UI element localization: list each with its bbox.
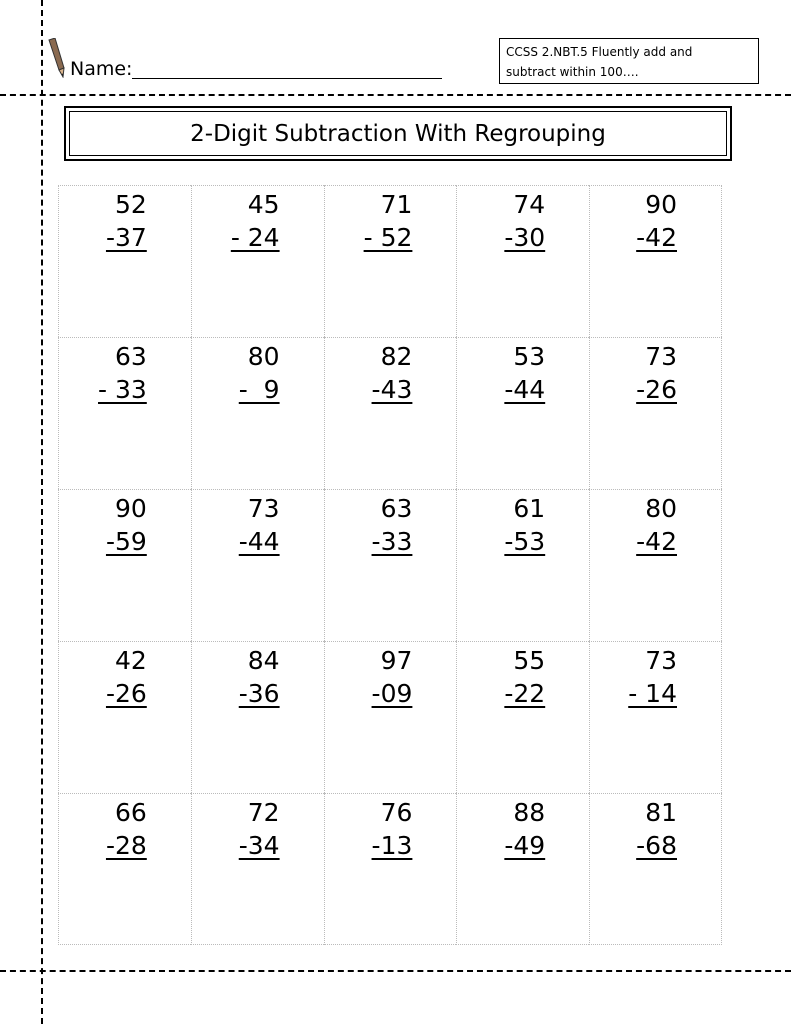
subtrahend: -26 bbox=[105, 679, 147, 708]
subtraction-problem bbox=[504, 644, 545, 710]
minuend: 72 bbox=[247, 798, 280, 827]
problem-cell bbox=[324, 337, 457, 489]
subtraction-problem bbox=[231, 188, 280, 254]
problem-cell bbox=[589, 185, 722, 337]
problem-grid bbox=[58, 185, 722, 945]
problem-cell bbox=[58, 793, 191, 945]
problem-cell bbox=[191, 185, 324, 337]
subtrahend: - 9 bbox=[238, 375, 280, 404]
subtraction-problem bbox=[636, 492, 677, 558]
standard-box bbox=[499, 38, 759, 84]
minuend: 52 bbox=[114, 190, 147, 219]
subtrahend: - 52 bbox=[363, 223, 413, 252]
minuend: 63 bbox=[380, 494, 413, 523]
subtraction-problem bbox=[239, 340, 280, 406]
subtrahend: -34 bbox=[238, 831, 280, 860]
subtraction-problem bbox=[372, 492, 413, 558]
subtraction-problem bbox=[372, 340, 413, 406]
subtraction-problem bbox=[504, 796, 545, 862]
cut-line-vertical bbox=[41, 0, 43, 1024]
problem-cell bbox=[58, 337, 191, 489]
minuend: 66 bbox=[114, 798, 147, 827]
minuend: 71 bbox=[380, 190, 413, 219]
minuend: 73 bbox=[247, 494, 280, 523]
minuend: 61 bbox=[513, 494, 546, 523]
problem-cell bbox=[456, 793, 589, 945]
problem-cell bbox=[589, 337, 722, 489]
subtraction-problem bbox=[636, 340, 677, 406]
name-field[interactable] bbox=[132, 78, 442, 79]
problem-cell bbox=[58, 489, 191, 641]
minuend: 84 bbox=[247, 646, 280, 675]
pencil-icon bbox=[46, 38, 66, 78]
subtrahend: -44 bbox=[504, 375, 546, 404]
problem-cell bbox=[324, 641, 457, 793]
subtrahend: -33 bbox=[371, 527, 413, 556]
problem-cell bbox=[58, 641, 191, 793]
problem-cell bbox=[324, 185, 457, 337]
subtrahend: -30 bbox=[504, 223, 546, 252]
problem-cell bbox=[456, 641, 589, 793]
subtrahend: -43 bbox=[371, 375, 413, 404]
subtrahend: -68 bbox=[636, 831, 677, 860]
problem-cell bbox=[191, 489, 324, 641]
problem-cell bbox=[456, 337, 589, 489]
subtrahend: -13 bbox=[371, 831, 413, 860]
subtraction-problem bbox=[364, 188, 413, 254]
minuend: 53 bbox=[513, 342, 546, 371]
name-label: Name: bbox=[70, 58, 133, 80]
minuend: 82 bbox=[380, 342, 413, 371]
subtrahend: - 14 bbox=[628, 679, 677, 708]
problem-cell bbox=[589, 489, 722, 641]
subtraction-problem bbox=[504, 492, 545, 558]
minuend: 73 bbox=[645, 646, 677, 675]
subtrahend: - 33 bbox=[98, 375, 147, 404]
problem-cell bbox=[191, 641, 324, 793]
minuend: 42 bbox=[114, 646, 147, 675]
subtrahend: -22 bbox=[504, 679, 546, 708]
subtraction-problem bbox=[636, 188, 677, 254]
problem-cell bbox=[589, 793, 722, 945]
subtrahend: -26 bbox=[636, 375, 677, 404]
subtraction-problem bbox=[98, 340, 147, 406]
minuend: 45 bbox=[247, 190, 280, 219]
minuend: 90 bbox=[645, 190, 677, 219]
subtraction-problem bbox=[106, 796, 147, 862]
subtrahend: -42 bbox=[636, 223, 677, 252]
subtraction-problem bbox=[106, 492, 147, 558]
cut-line-top bbox=[0, 94, 791, 96]
standard-line-1: CCSS 2.NBT.5 Fluently add and bbox=[506, 45, 693, 59]
minuend: 76 bbox=[380, 798, 413, 827]
subtrahend: -28 bbox=[105, 831, 147, 860]
minuend: 81 bbox=[645, 798, 677, 827]
subtrahend: -59 bbox=[105, 527, 147, 556]
subtraction-problem bbox=[239, 492, 280, 558]
subtraction-problem bbox=[239, 796, 280, 862]
subtraction-problem bbox=[504, 188, 545, 254]
minuend: 80 bbox=[645, 494, 677, 523]
title-box bbox=[64, 106, 732, 161]
minuend: 63 bbox=[114, 342, 147, 371]
problem-cell bbox=[191, 337, 324, 489]
subtrahend: - 24 bbox=[230, 223, 280, 252]
minuend: 55 bbox=[513, 646, 546, 675]
minuend: 97 bbox=[380, 646, 413, 675]
problem-cell bbox=[456, 185, 589, 337]
minuend: 90 bbox=[114, 494, 147, 523]
problem-cell bbox=[191, 793, 324, 945]
subtraction-problem bbox=[239, 644, 280, 710]
subtrahend: -49 bbox=[504, 831, 546, 860]
subtraction-problem bbox=[372, 796, 413, 862]
problem-cell bbox=[456, 489, 589, 641]
minuend: 80 bbox=[247, 342, 280, 371]
subtraction-problem bbox=[106, 188, 147, 254]
subtrahend: -42 bbox=[636, 527, 677, 556]
cut-line-bottom bbox=[0, 970, 791, 972]
standard-line-2: subtract within 100…. bbox=[506, 65, 639, 79]
subtrahend: -37 bbox=[105, 223, 147, 252]
page-title: 2-Digit Subtraction With Regrouping bbox=[69, 111, 727, 156]
minuend: 73 bbox=[645, 342, 677, 371]
subtrahend: -53 bbox=[504, 527, 546, 556]
subtraction-problem bbox=[372, 644, 413, 710]
minuend: 74 bbox=[513, 190, 546, 219]
subtraction-problem bbox=[504, 340, 545, 406]
minuend: 88 bbox=[513, 798, 546, 827]
subtraction-problem bbox=[106, 644, 147, 710]
problem-cell bbox=[589, 641, 722, 793]
subtrahend: -44 bbox=[238, 527, 280, 556]
problem-cell bbox=[324, 793, 457, 945]
problem-cell bbox=[58, 185, 191, 337]
problem-cell bbox=[324, 489, 457, 641]
subtrahend: -36 bbox=[238, 679, 280, 708]
subtrahend: -09 bbox=[371, 679, 413, 708]
subtraction-problem bbox=[628, 644, 677, 710]
subtraction-problem bbox=[636, 796, 677, 862]
